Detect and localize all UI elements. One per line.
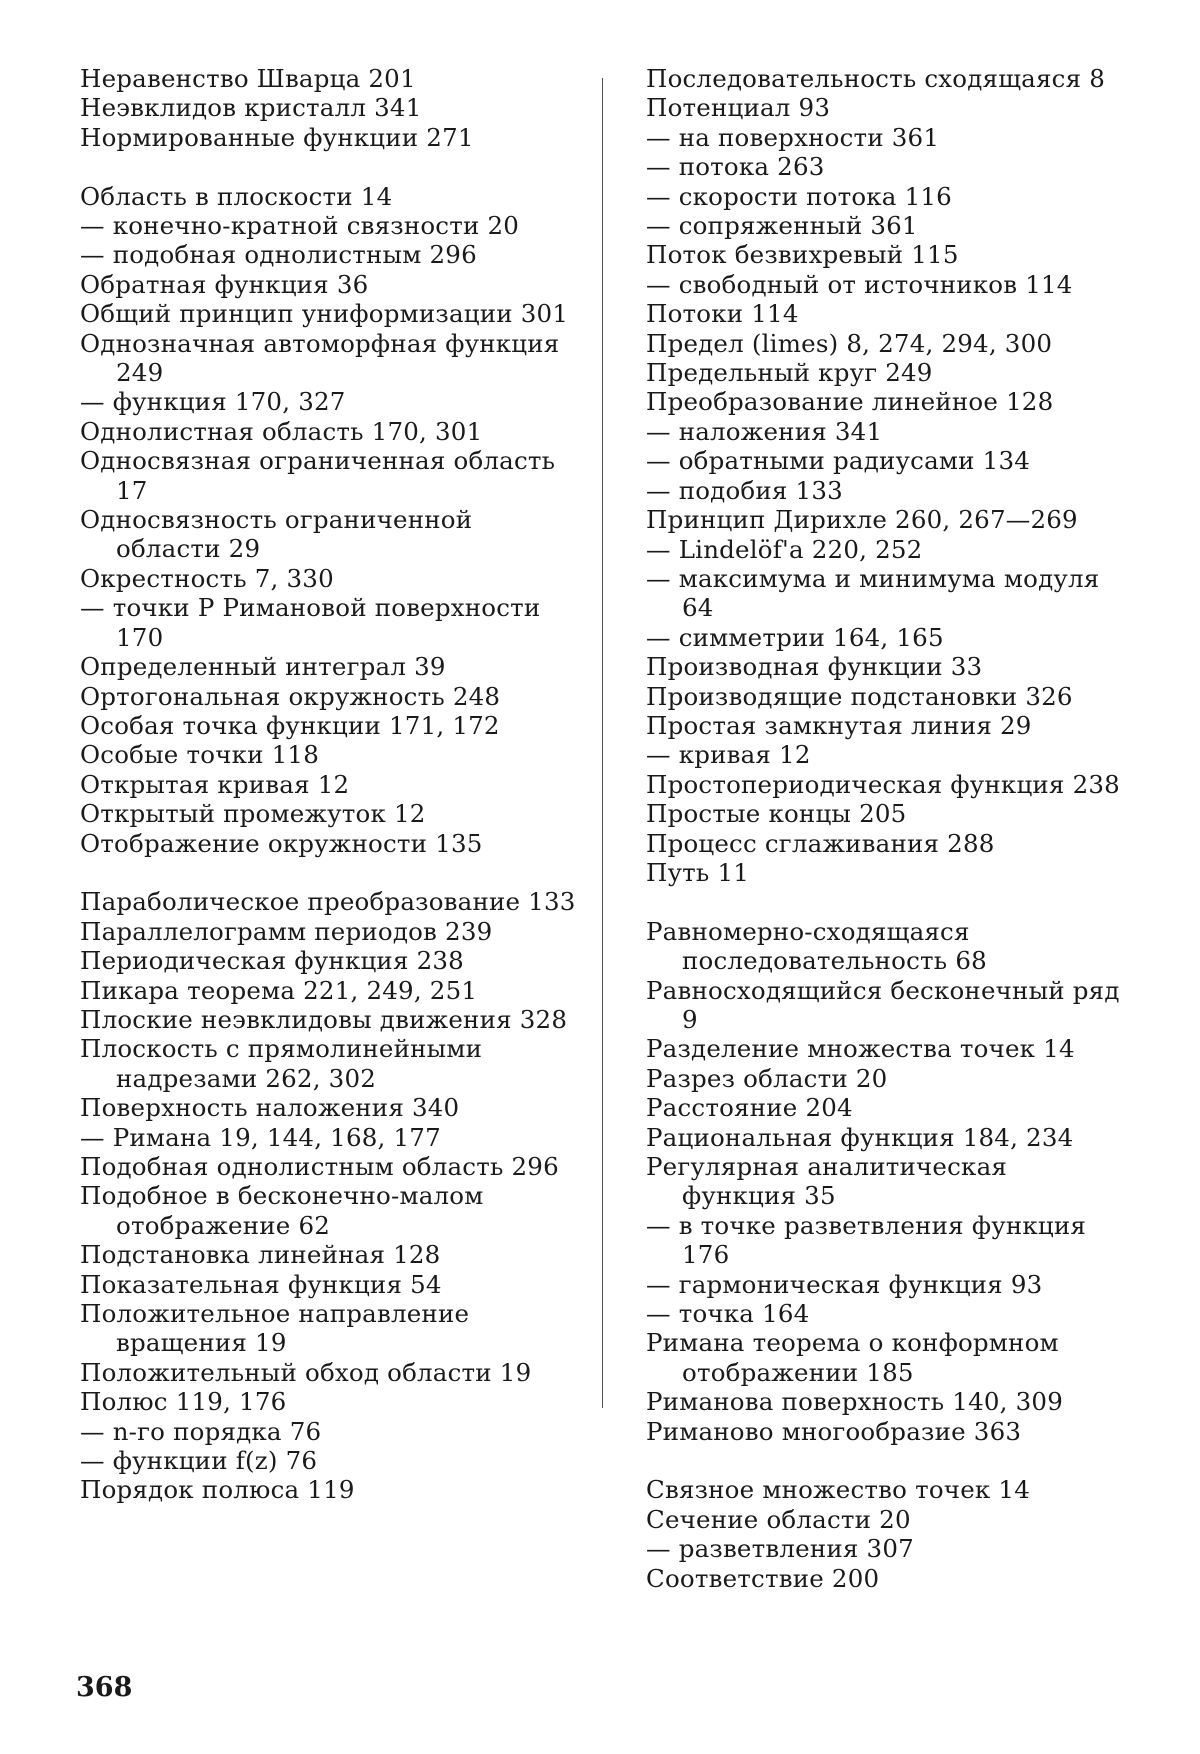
index-entry: Однолистная область 170, 301 (80, 416, 483, 446)
index-entry: Подобная однолистным область 296 (80, 1152, 559, 1181)
section-gap (80, 858, 580, 887)
index-entry: Односвязная ограниченная область 17 (80, 446, 556, 505)
index-entry: Поток безвихревый 115 (646, 240, 959, 270)
section-gap (646, 1446, 1128, 1475)
index-entry: — потока 263 (646, 152, 825, 182)
index-entry: Простопериодическая функция 238 (646, 769, 1120, 799)
index-entry: Порядок полюса 119 (80, 1475, 355, 1505)
index-entry: Показательная функция 54 (80, 1269, 442, 1299)
index-entry: Равномерно-сходящаяся последовательность 68 (646, 916, 987, 976)
index-entry: Принцип Дирихле 260, 267—269 (646, 505, 1078, 535)
index-entry: — кривая 12 (646, 740, 811, 770)
index-entry: Особые точки 118 (80, 740, 319, 770)
index-entry: — Lindelöf'a 220, 252 (646, 534, 923, 564)
index-entry: Открытая кривая 12 (80, 769, 350, 799)
index-entry: — конечно-кратной связности 20 (80, 211, 520, 241)
index-entry: Параболическое преобразование 133 (80, 887, 576, 917)
index-entry: Неэвклидов кристалл 341 (80, 93, 422, 123)
column-divider (602, 78, 603, 1408)
index-entry: — n-го порядка 76 (80, 1416, 322, 1446)
index-entry: — обратными радиусами 134 (646, 446, 1031, 476)
index-entry: Пикара теорема 221, 249, 251 (80, 975, 478, 1005)
index-entry: Нормированные функции 271 (80, 122, 474, 152)
index-entry: Поверхность наложения 340 (80, 1093, 460, 1123)
index-entry: — сопряженный 361 (646, 211, 918, 241)
index-entry: — гармоническая функция 93 (646, 1269, 1043, 1299)
index-entry: Связное множество точек 14 (646, 1475, 1030, 1505)
index-entry: — разветвления 307 (646, 1534, 914, 1564)
index-entry: Производящие подстановки 326 (646, 681, 1073, 711)
index-entry: Потоки 114 (646, 299, 799, 329)
index-entry: Область в плоскости 14 (80, 181, 393, 211)
index-entry: Односвязность ограниченной области 29 (80, 505, 473, 564)
index-entry: Соответствие 200 (646, 1563, 880, 1593)
index-entry: Простая замкнутая линия 29 (646, 710, 1032, 740)
index-entry: Периодическая функция 238 (80, 946, 464, 976)
index-entry: Римана теорема о конформном отображении 185 (646, 1328, 1059, 1387)
index-entry: Регулярная аналитическая функция 35 (646, 1152, 1008, 1211)
index-entry: Производная функции 33 (646, 652, 983, 682)
index-entry: Особая точка функции 171, 172 (80, 710, 500, 740)
index-entry: — Римана 19, 144, 168, 177 (80, 1122, 441, 1152)
index-entry: Отображение окружности 135 (80, 828, 483, 858)
index-entry: Подстановка линейная 128 (80, 1240, 441, 1270)
index-entry: — подобная однолистным 296 (80, 240, 477, 270)
index-entry: — точки P Римановой поверхности 170 (80, 593, 541, 652)
index-entry: Подобное в бесконечно-малом отображение 62 (80, 1181, 484, 1240)
index-entry: — свободный от источников 114 (646, 269, 1073, 299)
index-entry: — функция 170, 327 (80, 387, 346, 417)
page-number: 368 (76, 1672, 133, 1703)
index-entry: Процесс сглаживания 288 (646, 828, 995, 858)
index-entry: Предельный круг 249 (646, 358, 933, 388)
index-entry: Общий принцип униформизации 301 (80, 299, 569, 329)
index-entry: Предел (limes) 8, 274, 294, 300 (646, 328, 1053, 358)
index-entry: Преобразование линейное 128 (646, 387, 1054, 417)
index-entry: — скорости потока 116 (646, 181, 952, 211)
index-entry: Ортогональная окружность 248 (80, 681, 501, 711)
index-entry: Разрез области 20 (646, 1063, 888, 1093)
index-entry: Расстояние 204 (646, 1093, 853, 1123)
index-entry: Равносходящийся бесконечный ряд 9 (646, 975, 1120, 1034)
index-entry: Положительное направление вращения 19 (80, 1299, 470, 1358)
index-entry: Плоские неэвклидовы движения 328 (80, 1004, 568, 1034)
index-entry: Рациональная функция 184, 234 (646, 1122, 1074, 1152)
index-entry: Положительный обход области 19 (80, 1357, 532, 1387)
index-entry: Разделение множества точек 14 (646, 1034, 1075, 1064)
index-entry: Простые концы 205 (646, 799, 907, 829)
index-entry: — симметрии 164, 165 (646, 622, 944, 652)
index-entry: Риманова поверхность 140, 309 (646, 1387, 1064, 1417)
index-entry: Однозначная автоморфная функция 249 (80, 328, 560, 388)
index-entry: — наложения 341 (646, 416, 883, 446)
index-entry: — максимума и минимума модуля 64 (646, 563, 1100, 623)
index-entry: Окрестность 7, 330 (80, 563, 334, 593)
index-entry: — точка 164 (646, 1299, 810, 1329)
section-gap (646, 887, 1128, 916)
index-entry: Определенный интеграл 39 (80, 652, 446, 682)
index-entry: Сечение области 20 (646, 1504, 911, 1534)
index-entry: Потенциал 93 (646, 93, 831, 123)
index-entry: Последовательность сходящаяся 8 (646, 64, 1105, 93)
section-gap (80, 152, 580, 181)
index-column-left (80, 64, 580, 1505)
index-entry: Параллелограмм периодов 239 (80, 916, 493, 946)
index-column-right (646, 64, 1128, 1593)
index-entry: — в точке разветвления функция 176 (646, 1210, 1087, 1270)
index-entry: Открытый промежуток 12 (80, 799, 426, 829)
index-entry: Полюс 119, 176 (80, 1387, 287, 1417)
index-entry: Неравенство Шварца 201 (80, 64, 416, 93)
index-entry: — функции f(z) 76 (80, 1446, 318, 1476)
index-entry: Обратная функция 36 (80, 269, 369, 299)
index-entry: Плоскость с прямолинейными надрезами 262, 302 (80, 1034, 483, 1093)
index-entry: Путь 11 (646, 857, 750, 887)
index-entry: — на поверхности 361 (646, 122, 940, 152)
index-entry: Риманово многообразие 363 (646, 1416, 1022, 1446)
index-entry: — подобия 133 (646, 475, 843, 505)
